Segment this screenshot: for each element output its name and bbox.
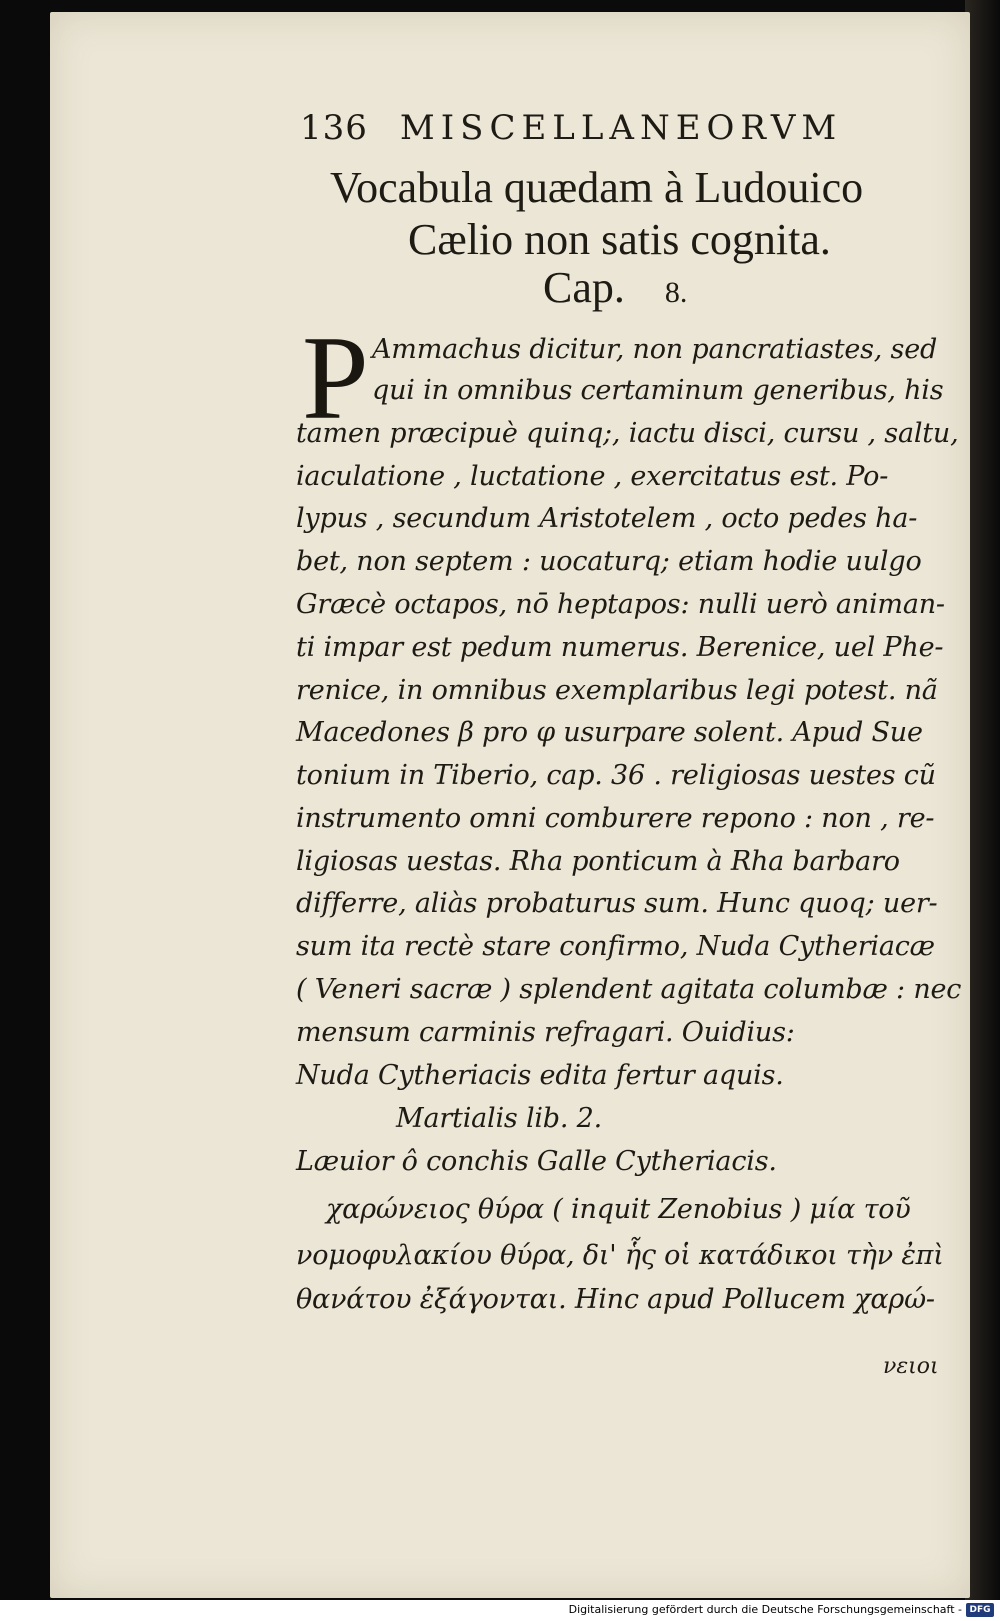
body-line: differre, aliàs probaturus sum. Hunc quoq; uer-: [296, 888, 938, 919]
body-line: tamen præcipuè quinq;, iactu disci, cursu , saltu,: [296, 418, 959, 449]
body-line: qui in omnibus certaminum generibus, his: [372, 375, 944, 406]
footer-credit: Digitalisierung gefördert durch die Deutsche Forschungsgemeinschaft -: [568, 1603, 962, 1616]
verse-line: Læuior ô conchis Galle Cytheriacis.: [296, 1146, 777, 1177]
body-line: lypus , secundum Aristotelem , octo pedes ha-: [296, 503, 918, 534]
body-line: bet, non septem : uocaturq; etiam hodie uulgo: [296, 546, 922, 577]
running-head: [300, 108, 842, 148]
drop-cap: P: [302, 311, 369, 444]
body-line: χαρώνειος θύρα ( inquit Zenobius ) μία τοῦ: [326, 1194, 911, 1225]
body-line: Ammachus dicitur, non pancratiastes, sed: [372, 334, 938, 365]
body-line: renice, in omnibus exemplaribus legi potest. nã: [296, 675, 938, 706]
chapter-title-line-1: Vocabula quædam à Ludouico: [330, 163, 864, 212]
body-line: iaculatione , luctatione , exercitatus est. Po-: [296, 461, 889, 492]
chapter-title-line-2: Cælio non satis cognita.: [408, 215, 831, 264]
body-line: ( Veneri sacræ ) splendent agitata columbæ : nec: [296, 974, 962, 1005]
body-line: ti impar est pedum numerus. Berenice, uel Phe-: [296, 632, 944, 663]
body-line: Macedones β pro φ usurpare solent. Apud Sue: [296, 717, 923, 748]
citation-line: Martialis lib. 2.: [396, 1103, 603, 1134]
scan-left-edge: [0, 0, 50, 1600]
body-line: ligiosas uestas. Rha ponticum à Rha barbaro: [296, 846, 900, 877]
book-gutter: [965, 0, 1000, 1600]
body-line: instrumento omni comburere repono : non , re-: [296, 803, 935, 834]
dfg-logo-icon: DFG: [966, 1603, 994, 1617]
body-line: θανάτου ἐξάγονται. Hinc apud Pollucem χαρώ-: [296, 1284, 935, 1315]
page-number: 136: [300, 108, 368, 148]
body-line: Græcè octapos, nō heptapos: nulli uerò animan-: [296, 589, 945, 620]
chapter-label-text: Cap.: [543, 263, 625, 312]
body-line: νομοφυλακίου θύρα, δι' ἧς οἱ κατάδικοι τὴν ἐπὶ: [296, 1240, 944, 1271]
body-line: mensum carminis refragari. Ouidius:: [296, 1017, 795, 1048]
chapter-number: 8.: [664, 276, 688, 309]
chapter-label: [543, 262, 687, 313]
running-head-title: MISCELLANEORVM: [399, 108, 843, 148]
body-line: sum ita rectè stare confirmo, Nuda Cytheriacæ: [296, 931, 935, 962]
verse-line: Nuda Cytheriacis edita fertur aquis.: [296, 1060, 784, 1091]
body-line: tonium in Tiberio, cap. 36 . religiosas uestes cũ: [296, 760, 936, 791]
catchword: νειοι: [883, 1354, 939, 1379]
